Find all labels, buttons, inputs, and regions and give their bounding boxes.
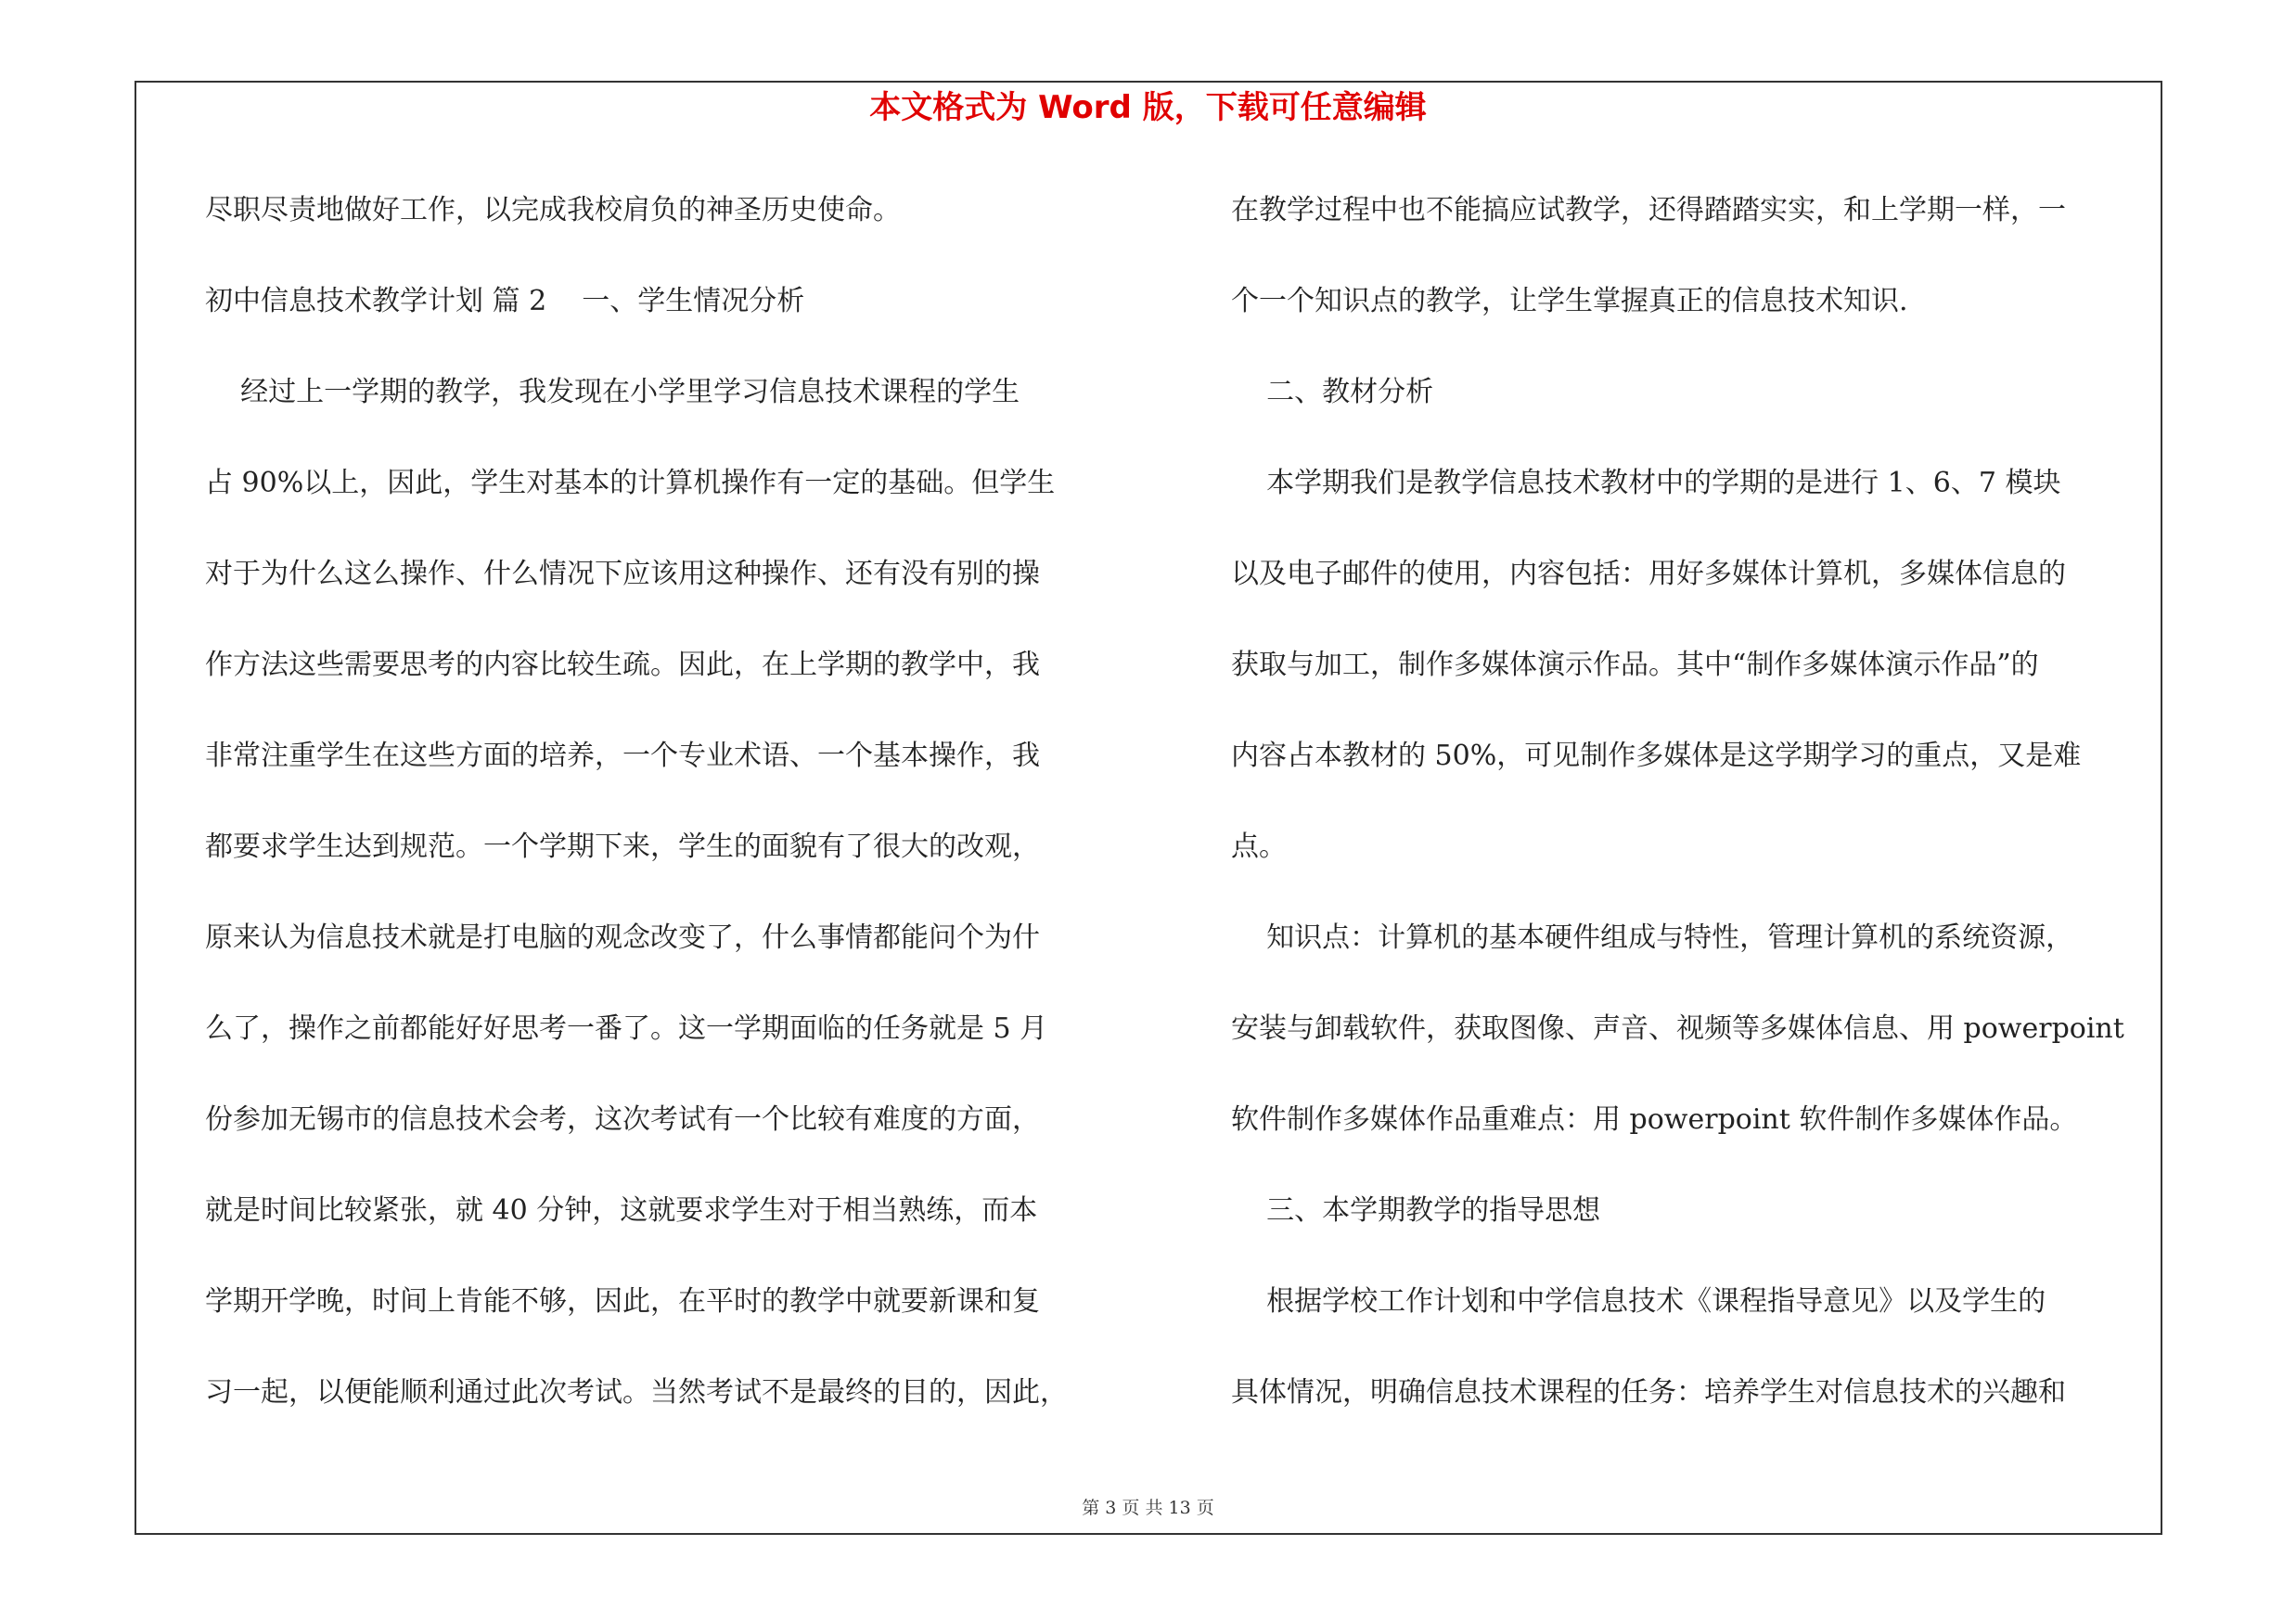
page-number: 第 3 页 共 13 页 — [1082, 1498, 1214, 1518]
text-line: 根据学校工作计划和中学信息技术《课程指导意见》以及学生的 — [1231, 1285, 2046, 1318]
text-line: 都要求学生达到规范。一个学期下来，学生的面貌有了很大的改观， — [205, 831, 1040, 863]
text-line: 内容占本教材的 50%，可见制作多媒体是这学期学习的重点，又是难 — [1231, 740, 2082, 772]
text-line: 具体情况，明确信息技术课程的任务：培养学生对信息技术的兴趣和 — [1231, 1376, 2066, 1409]
text-line: 习一起，以便能顺利通过此次考试。当然考试不是最终的目的，因此， — [205, 1376, 1068, 1409]
text-line: 初中信息技术教学计划 篇 2 一、学生情况分析 — [205, 285, 805, 317]
text-line: 知识点：计算机的基本硬件组成与特性，管理计算机的系统资源， — [1231, 921, 2074, 954]
text-line: 非常注重学生在这些方面的培养，一个专业术语、一个基本操作，我 — [205, 740, 1040, 772]
text-line: 对于为什么这么操作、什么情况下应该用这种操作、还有没有别的操 — [205, 558, 1040, 590]
text-line: 以及电子邮件的使用，内容包括：用好多媒体计算机，多媒体信息的 — [1231, 558, 2066, 590]
text-line: 安装与卸载软件，获取图像、声音、视频等多媒体信息、用 powerpoint — [1231, 1012, 2124, 1045]
text-line: 原来认为信息技术就是打电脑的观念改变了，什么事情都能问个为什 — [205, 921, 1040, 954]
text-line: 份参加无锡市的信息技术会考，这次考试有一个比较有难度的方面， — [205, 1103, 1040, 1136]
header-title: 本文格式为 Word 版，下载可任意编辑 — [869, 89, 1427, 126]
section-heading: 三、本学期教学的指导思想 — [1231, 1194, 1601, 1227]
text-line: 个一个知识点的教学，让学生掌握真正的信息技术知识. — [1231, 285, 1908, 317]
text-line: 在教学过程中也不能搞应试教学，还得踏踏实实，和上学期一样，一 — [1231, 194, 2066, 226]
text-line: 获取与加工，制作多媒体演示作品。其中“制作多媒体演示作品”的 — [1231, 649, 2039, 681]
text-line: 作方法这些需要思考的内容比较生疏。因此，在上学期的教学中，我 — [205, 649, 1040, 681]
text-line: 经过上一学期的教学，我发现在小学里学习信息技术课程的学生 — [205, 376, 1020, 408]
text-line: 软件制作多媒体作品重难点：用 powerpoint 软件制作多媒体作品。 — [1231, 1103, 2078, 1136]
text-line: 学期开学晚，时间上肯能不够，因此，在平时的教学中就要新课和复 — [205, 1285, 1040, 1318]
text-line: 点。 — [1231, 831, 1287, 863]
section-heading: 二、教材分析 — [1231, 376, 1434, 408]
text-line: 本学期我们是教学信息技术教材中的学期的是进行 1、6、7 模块 — [1231, 467, 2061, 499]
text-line: 尽职尽责地做好工作，以完成我校肩负的神圣历史使命。 — [205, 194, 901, 226]
text-line: 么了，操作之前都能好好思考一番了。这一学期面临的任务就是 5 月 — [205, 1012, 1048, 1045]
text-line: 占 90%以上，因此，学生对基本的计算机操作有一定的基础。但学生 — [205, 467, 1056, 499]
text-line: 就是时间比较紧张，就 40 分钟，这就要求学生对于相当熟练，而本 — [205, 1194, 1038, 1227]
